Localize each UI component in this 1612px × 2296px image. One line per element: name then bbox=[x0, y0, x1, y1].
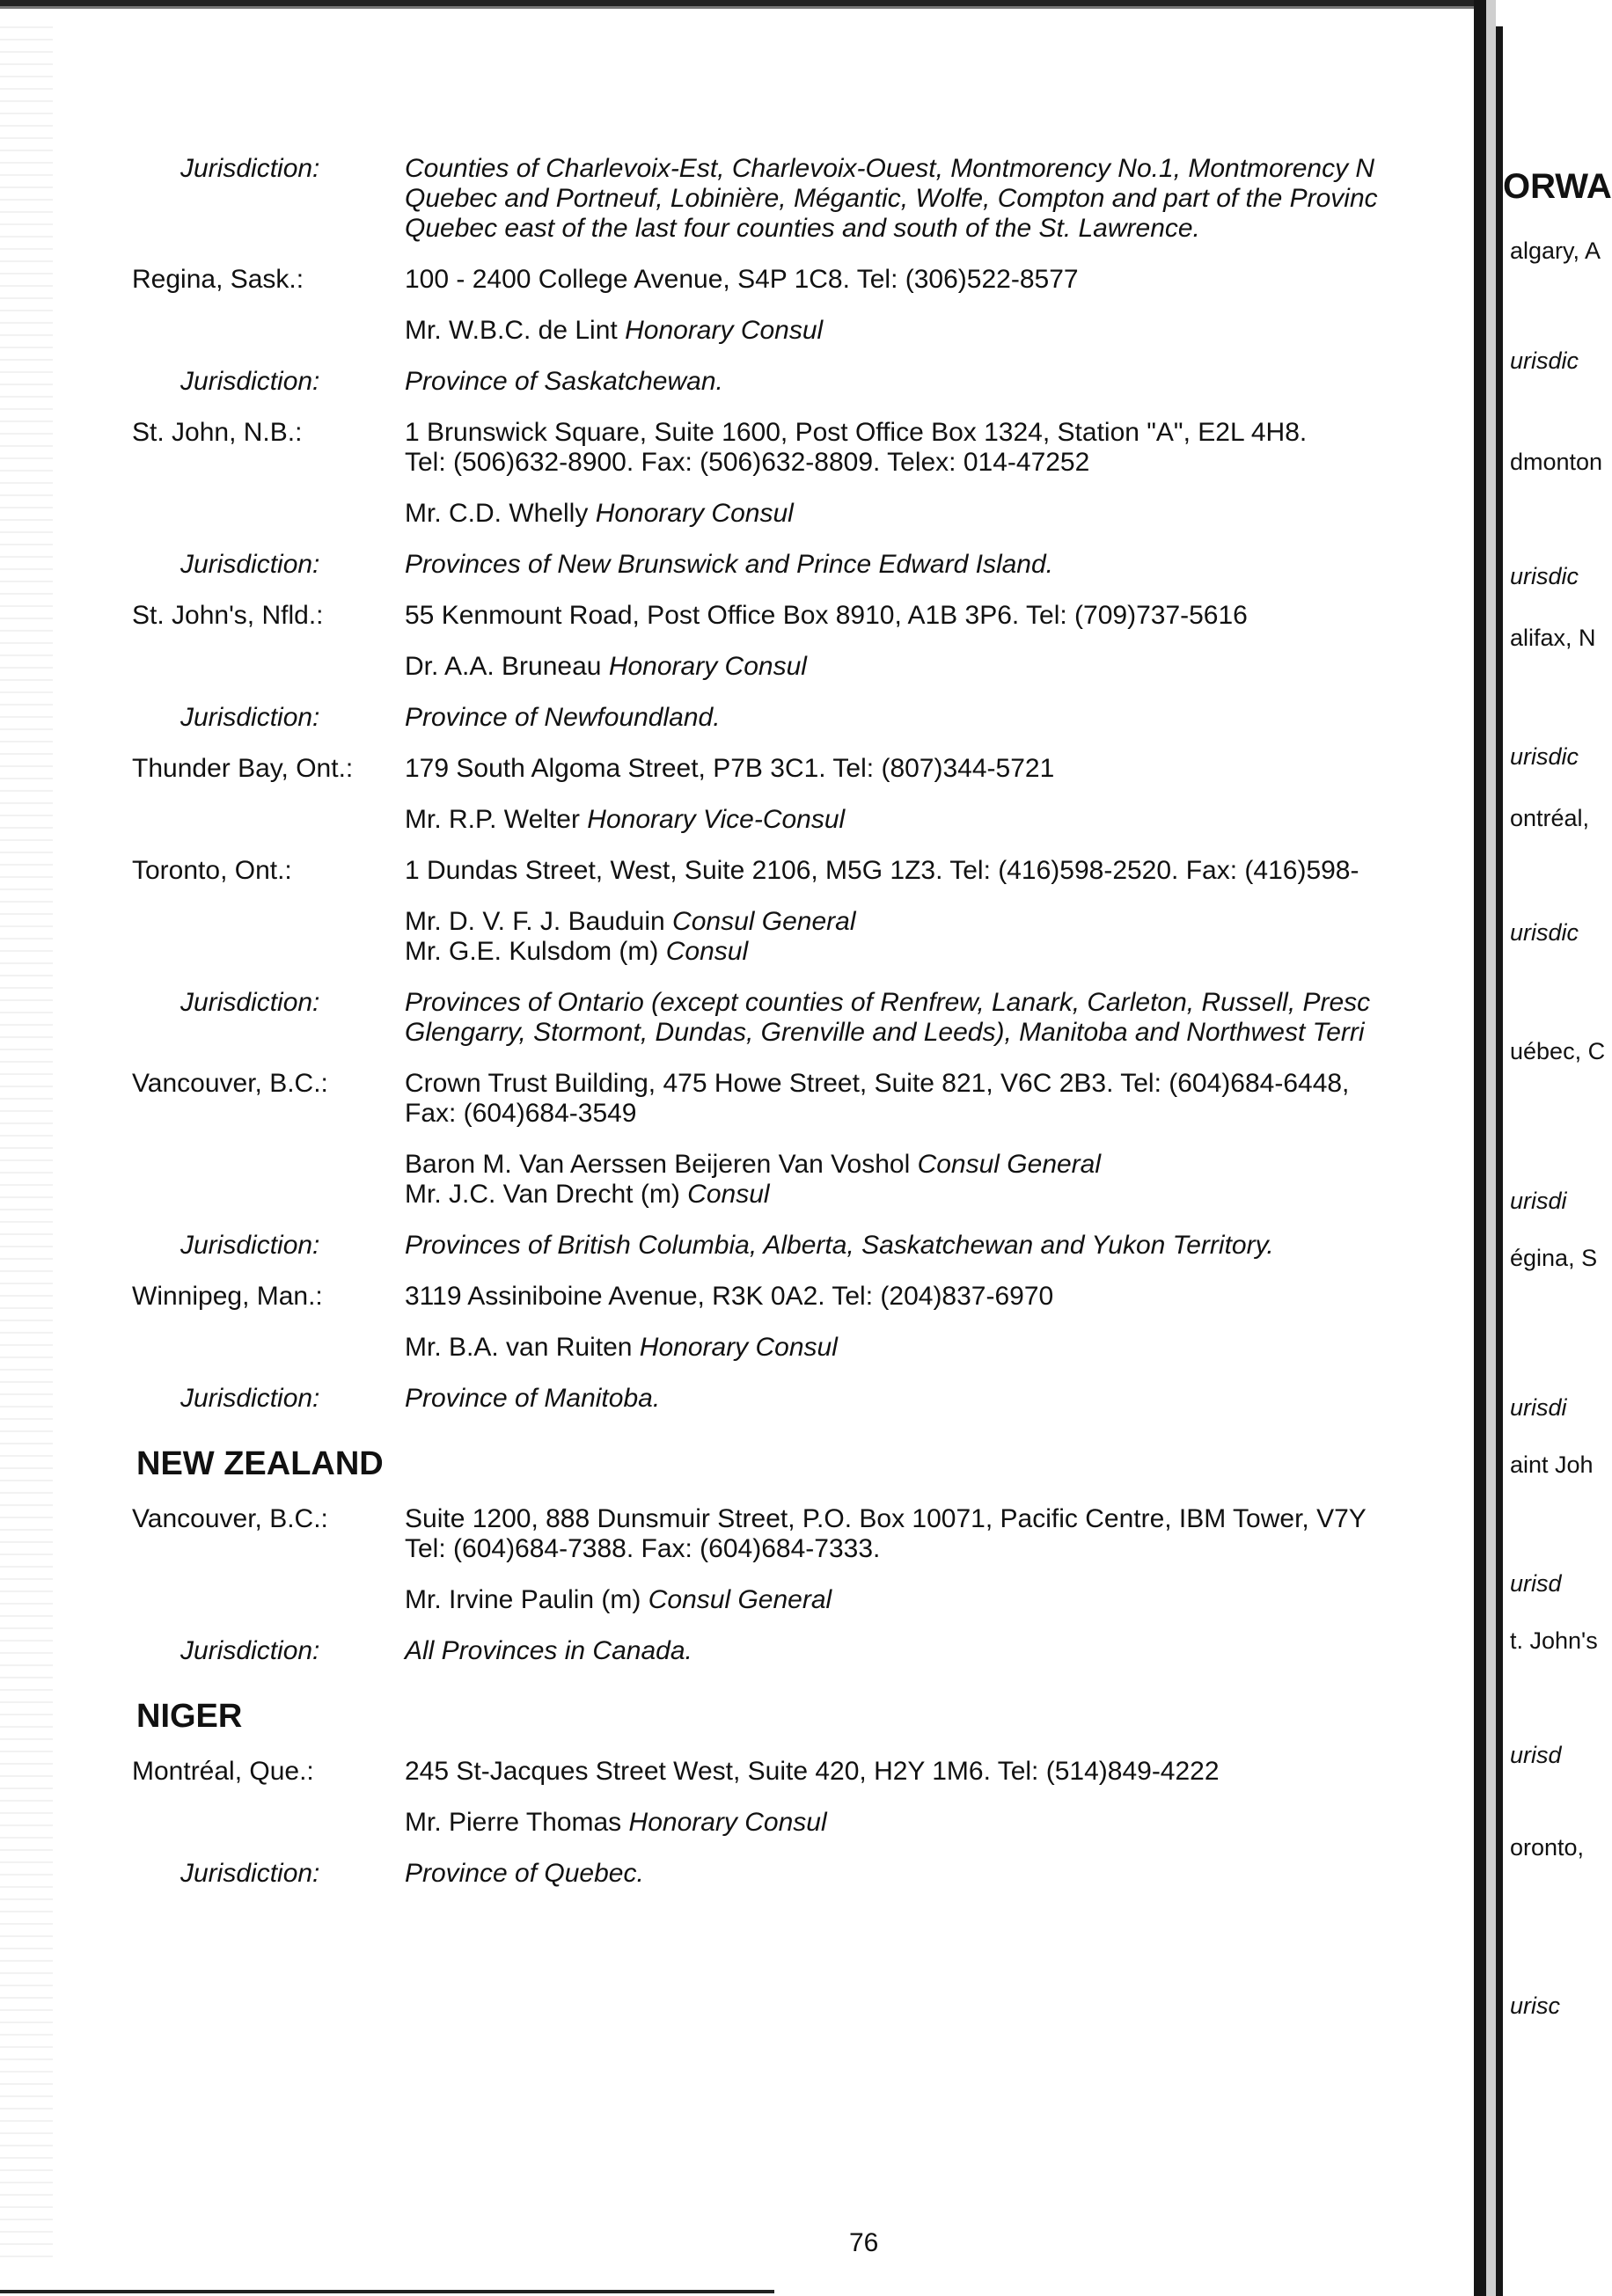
jurisdiction-label: Jurisdiction: bbox=[180, 988, 320, 1017]
consul-title: Consul General bbox=[917, 1150, 1102, 1179]
address-text: 179 South Algoma Street, P7B 3C1. Tel: (807)344-5721 bbox=[405, 754, 1055, 783]
jurisdiction-text: Provinces of New Brunswick and Prince Edward Island. bbox=[405, 550, 1053, 579]
jurisdiction-label: Jurisdiction: bbox=[180, 154, 320, 183]
adjacent-text: t. John's bbox=[1510, 1627, 1598, 1654]
adjacent-text: oronto, bbox=[1510, 1834, 1585, 1861]
adjacent-text: urisdic bbox=[1510, 919, 1579, 946]
consul-name: Mr. B.A. van Ruiten Honorary Consul bbox=[405, 1333, 838, 1362]
top-scan-edge bbox=[0, 0, 1478, 6]
adjacent-text: urisc bbox=[1510, 1993, 1561, 2019]
adjacent-text: dmonton bbox=[1510, 449, 1603, 475]
consul-entry bbox=[132, 316, 1478, 346]
address-text: 100 - 2400 College Avenue, S4P 1C8. Tel: (306)522-8577 bbox=[405, 265, 1079, 294]
consul-name: Dr. A.A. Bruneau Honorary Consul bbox=[405, 652, 807, 681]
consul-entry bbox=[132, 805, 1478, 835]
city-entry-montreal bbox=[132, 1757, 1478, 1787]
jurisdiction-entry bbox=[132, 367, 1478, 397]
consul-entry bbox=[132, 652, 1478, 682]
consul-name: Mr. R.P. Welter Honorary Vice-Consul bbox=[405, 805, 846, 834]
consul-title: Honorary Consul bbox=[628, 1808, 827, 1837]
consul-title: Honorary Consul bbox=[625, 316, 824, 345]
address-text: 1 Dundas Street, West, Suite 2106, M5G 1Z3. Tel: (416)598-2520. Fax: (416)598- bbox=[405, 856, 1359, 885]
consul-title: Honorary Consul bbox=[608, 652, 807, 681]
city-label: Vancouver, B.C.: bbox=[132, 1069, 328, 1098]
jurisdiction-text: Provinces of Ontario (except counties of Renfrew, Lanark, Carleton, Russell, Presc Glengarry, Stormont, Dundas, Grenville and Leeds), Manitoba and Northwest Terri bbox=[405, 988, 1371, 1047]
adjacent-text: urisd bbox=[1510, 1742, 1562, 1768]
city-entry-vancouver bbox=[132, 1504, 1478, 1564]
consul-name: Mr. C.D. Whelly Honorary Consul bbox=[405, 499, 794, 528]
consul-title: Consul General bbox=[648, 1585, 832, 1614]
adjacent-text: urisd bbox=[1510, 1570, 1562, 1597]
consul-title: Consul General bbox=[672, 907, 856, 936]
adjacent-text: urisdi bbox=[1510, 1188, 1567, 1214]
adjacent-text: alifax, N bbox=[1510, 625, 1596, 651]
jurisdiction-text: Province of Manitoba. bbox=[405, 1384, 661, 1413]
jurisdiction-text: All Provinces in Canada. bbox=[405, 1636, 692, 1665]
consulate-listing bbox=[132, 154, 1478, 1910]
consul-name: Mr. Pierre Thomas Honorary Consul bbox=[405, 1808, 827, 1837]
consul-entry bbox=[132, 1150, 1478, 1210]
next-page-edge bbox=[1496, 26, 1503, 2296]
consul-title: Consul bbox=[665, 937, 749, 966]
jurisdiction-label: Jurisdiction: bbox=[180, 703, 320, 732]
consul-entry bbox=[132, 499, 1478, 529]
address-text: 1 Brunswick Square, Suite 1600, Post Office Box 1324, Station "A", E2L 4H8. Tel: (506)632-8900. Fax: (506)632-8809. Telex: 014-47252 bbox=[405, 418, 1308, 477]
jurisdiction-text: Province of Quebec. bbox=[405, 1859, 644, 1888]
city-entry-regina bbox=[132, 265, 1478, 295]
adjacent-page-fragment bbox=[1503, 0, 1612, 2296]
consul-entry bbox=[132, 1333, 1478, 1363]
jurisdiction-entry bbox=[132, 1231, 1478, 1261]
adjacent-text: aint Joh bbox=[1510, 1451, 1594, 1478]
jurisdiction-text: Province of Newfoundland. bbox=[405, 703, 721, 732]
country-heading-niger: NIGER bbox=[136, 1698, 243, 1735]
jurisdiction-entry bbox=[132, 154, 1478, 244]
city-entry-thunder-bay bbox=[132, 754, 1478, 784]
jurisdiction-entry bbox=[132, 988, 1478, 1048]
consul-name: Mr. Irvine Paulin (m) Consul General bbox=[405, 1585, 832, 1614]
address-text: Crown Trust Building, 475 Howe Street, Suite 821, V6C 2B3. Tel: (604)684-6448, Fax: (604)684-3549 bbox=[405, 1069, 1350, 1128]
consul-entry bbox=[132, 1808, 1478, 1838]
consul-entry bbox=[132, 907, 1478, 967]
consul-names: Baron M. Van Aerssen Beijeren Van Voshol Consul General Mr. J.C. Van Drecht (m) Consul bbox=[405, 1150, 1102, 1209]
jurisdiction-label: Jurisdiction: bbox=[180, 367, 320, 396]
address-text: 3119 Assiniboine Avenue, R3K 0A2. Tel: (204)837-6970 bbox=[405, 1282, 1054, 1311]
address-text: 55 Kenmount Road, Post Office Box 8910, A1B 3P6. Tel: (709)737-5616 bbox=[405, 601, 1248, 630]
page-number: 76 bbox=[849, 2228, 879, 2257]
adjacent-heading: ORWA bbox=[1503, 167, 1612, 206]
city-label: Regina, Sask.: bbox=[132, 265, 304, 294]
jurisdiction-label: Jurisdiction: bbox=[180, 1384, 320, 1413]
consul-title: Honorary Consul bbox=[639, 1333, 838, 1362]
jurisdiction-entry bbox=[132, 703, 1478, 733]
jurisdiction-text: Provinces of British Columbia, Alberta, Saskatchewan and Yukon Territory. bbox=[405, 1231, 1274, 1260]
jurisdiction-text: Counties of Charlevoix-Est, Charlevoix-Ouest, Montmorency No.1, Montmorency N Quebec and Portneuf, Lobinière, Mégantic, Wolfe, Compton and part of the Provinc Quebec east of the last four counties and south of the St. Lawrence. bbox=[405, 154, 1378, 243]
jurisdiction-label: Jurisdiction: bbox=[180, 1859, 320, 1888]
consul-title: Honorary Vice-Consul bbox=[587, 805, 846, 834]
city-label: Montréal, Que.: bbox=[132, 1757, 314, 1786]
city-entry-st-johns bbox=[132, 601, 1478, 631]
city-label: St. John's, Nfld.: bbox=[132, 601, 324, 630]
city-label: St. John, N.B.: bbox=[132, 418, 303, 447]
consul-title: Consul bbox=[687, 1180, 770, 1209]
adjacent-text: urisdic bbox=[1510, 743, 1579, 770]
jurisdiction-entry bbox=[132, 1636, 1478, 1666]
consul-name: Mr. W.B.C. de Lint Honorary Consul bbox=[405, 316, 824, 345]
city-entry-st-john bbox=[132, 418, 1478, 478]
city-entry-toronto bbox=[132, 856, 1478, 886]
consul-entry bbox=[132, 1585, 1478, 1615]
city-label: Winnipeg, Man.: bbox=[132, 1282, 323, 1311]
adjacent-text: ontréal, bbox=[1510, 805, 1590, 831]
city-label: Vancouver, B.C.: bbox=[132, 1504, 328, 1533]
jurisdiction-entry bbox=[132, 1859, 1478, 1889]
jurisdiction-entry bbox=[132, 550, 1478, 580]
adjacent-text: urisdic bbox=[1510, 347, 1579, 374]
adjacent-text: uébec, C bbox=[1510, 1038, 1606, 1064]
top-scan-edge-shadow bbox=[0, 6, 1487, 9]
city-entry-winnipeg bbox=[132, 1282, 1478, 1312]
jurisdiction-label: Jurisdiction: bbox=[180, 1231, 320, 1260]
adjacent-text: égina, S bbox=[1510, 1245, 1598, 1271]
address-text: 245 St-Jacques Street West, Suite 420, H2Y 1M6. Tel: (514)849-4222 bbox=[405, 1757, 1220, 1786]
page-fold-gap bbox=[1486, 0, 1496, 2296]
consul-names: Mr. D. V. F. J. Bauduin Consul General Mr. G.E. Kulsdom (m) Consul bbox=[405, 907, 856, 966]
jurisdiction-text: Province of Saskatchewan. bbox=[405, 367, 723, 396]
consul-title: Honorary Consul bbox=[595, 499, 794, 528]
jurisdiction-label: Jurisdiction: bbox=[180, 550, 320, 579]
city-label: Toronto, Ont.: bbox=[132, 856, 292, 885]
country-heading-new-zealand: NEW ZEALAND bbox=[136, 1445, 384, 1482]
city-label: Thunder Bay, Ont.: bbox=[132, 754, 354, 783]
address-text: Suite 1200, 888 Dunsmuir Street, P.O. Box 10071, Pacific Centre, IBM Tower, V7Y Tel: (604)684-7388. Fax: (604)684-7333. bbox=[405, 1504, 1367, 1563]
adjacent-text: urisdic bbox=[1510, 563, 1579, 589]
jurisdiction-entry bbox=[132, 1384, 1478, 1414]
jurisdiction-label: Jurisdiction: bbox=[180, 1636, 320, 1665]
left-scan-margin bbox=[0, 26, 53, 2261]
city-entry-vancouver bbox=[132, 1069, 1478, 1129]
adjacent-text: urisdi bbox=[1510, 1394, 1567, 1421]
bottom-scan-edge bbox=[0, 2290, 774, 2293]
adjacent-text: algary, A bbox=[1510, 238, 1601, 264]
